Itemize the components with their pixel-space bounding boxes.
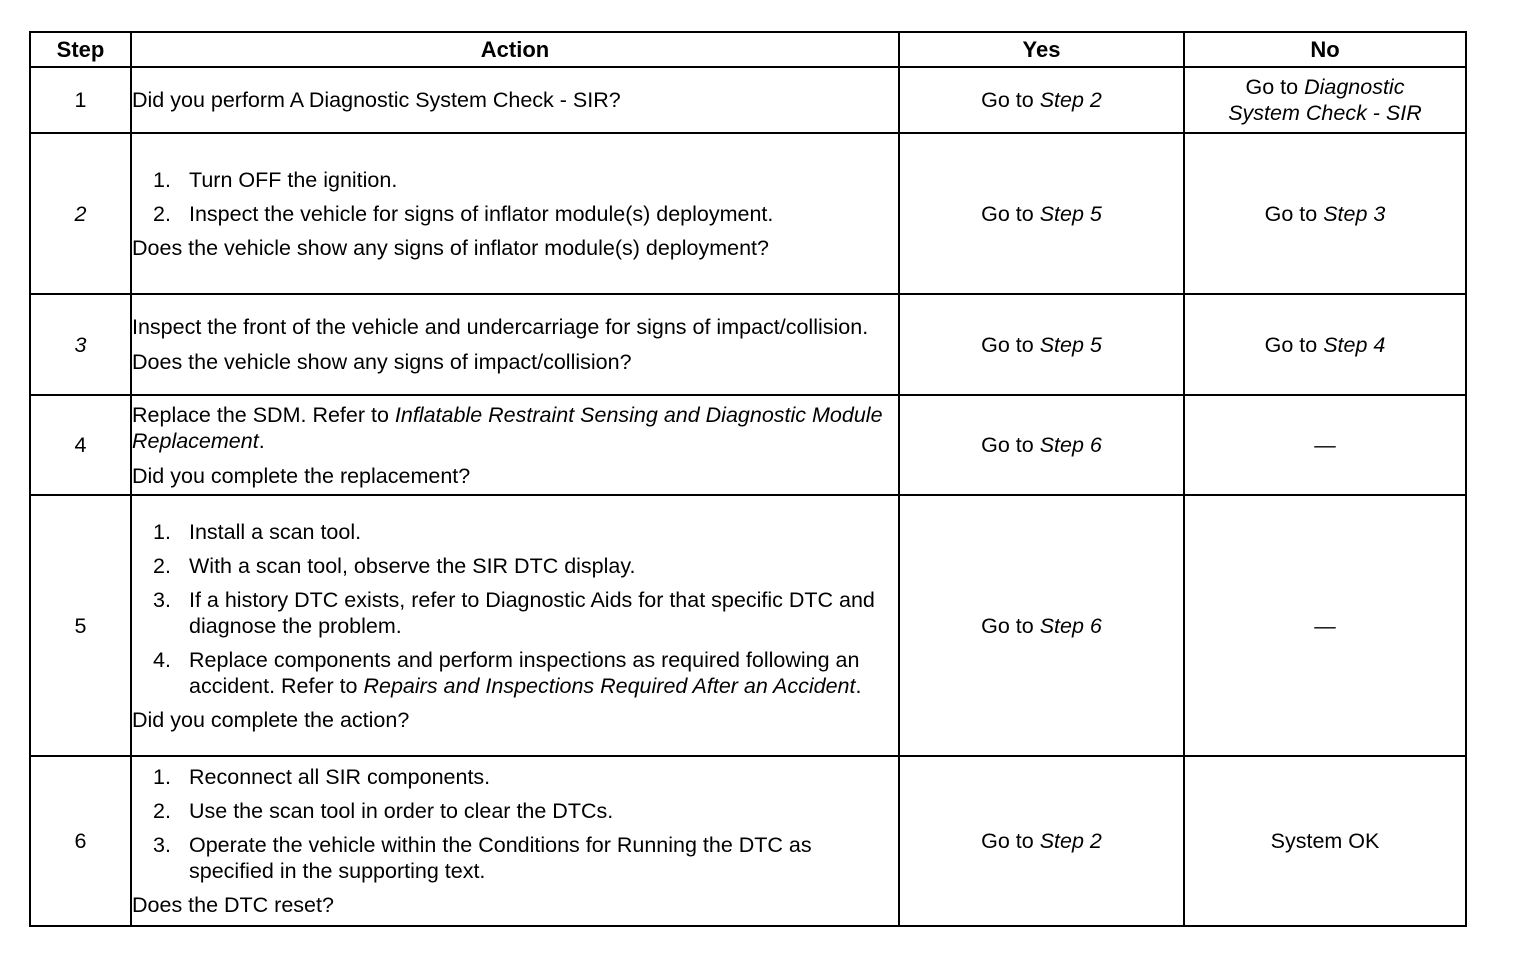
list-number: 2.	[153, 799, 171, 823]
table-row	[30, 395, 1466, 495]
table-row	[30, 67, 1466, 133]
no-step-ref[interactable]: Step 4	[1323, 332, 1386, 357]
action-cell	[131, 294, 899, 395]
procedure-list	[132, 764, 898, 884]
procedure-reference[interactable]: Repairs and Inspections Required After an Accident	[363, 673, 856, 698]
no-cell	[1184, 495, 1466, 756]
yes-prefix: Go to	[981, 829, 1040, 853]
action-cell	[131, 67, 899, 133]
step-number: 6	[30, 756, 131, 926]
action-question: Did you complete the replacement?	[132, 463, 471, 488]
yes-prefix: Go to	[981, 433, 1040, 457]
list-number: 4.	[153, 647, 171, 672]
list-item	[132, 798, 898, 824]
action-question: Does the vehicle show any signs of inflator module(s) deployment?	[132, 235, 769, 260]
yes-prefix: Go to	[981, 201, 1040, 226]
no-prefix: Go to	[1264, 332, 1324, 357]
action-cell	[131, 395, 899, 495]
yes-step-ref[interactable]: Step 2	[1039, 88, 1102, 112]
header-action: Action	[131, 32, 899, 67]
procedure-list	[132, 519, 898, 699]
list-number: 1.	[153, 519, 171, 544]
table-row	[30, 756, 1466, 926]
header-step: Step	[30, 32, 131, 67]
yes-step-ref[interactable]: Step 5	[1039, 201, 1102, 226]
yes-step-ref[interactable]: Step 6	[1039, 613, 1102, 638]
header-row	[30, 32, 1466, 67]
yes-step-ref[interactable]: Step 6	[1039, 433, 1102, 457]
list-item	[132, 553, 898, 579]
table-row	[30, 294, 1466, 395]
action-question: Does the DTC reset?	[132, 893, 334, 917]
instruction-text: Replace the SDM. Refer to	[132, 402, 395, 427]
no-cell	[1184, 67, 1466, 133]
no-cell	[1184, 395, 1466, 495]
yes-step-ref[interactable]: Step 2	[1039, 829, 1102, 853]
no-cell	[1184, 294, 1466, 395]
list-text: Replace components and perform inspections as required following an accident. Refer to	[189, 647, 860, 698]
list-item	[132, 167, 898, 193]
no-step-ref[interactable]: Diagnostic System Check - SIR	[1228, 75, 1422, 125]
list-text: Use the scan tool in order to clear the DTCs.	[189, 799, 614, 823]
list-number: 2.	[153, 201, 171, 226]
yes-prefix: Go to	[981, 88, 1040, 112]
yes-step-ref[interactable]: Step 5	[1039, 332, 1102, 357]
yes-cell	[899, 294, 1184, 395]
list-item	[132, 832, 898, 884]
instruction-end: .	[258, 428, 265, 453]
no-cell	[1184, 133, 1466, 294]
action-question: Did you complete the action?	[132, 707, 410, 732]
action-instruction	[132, 402, 898, 454]
no-prefix: Go to	[1245, 75, 1305, 99]
step-number: 4	[30, 395, 131, 495]
no-dash: —	[1314, 433, 1336, 457]
step-number: 1	[30, 67, 131, 133]
list-number: 3.	[153, 833, 171, 857]
list-text: Reconnect all SIR components.	[189, 765, 491, 789]
procedure-list	[132, 167, 898, 227]
no-prefix: Go to	[1264, 201, 1324, 226]
yes-prefix: Go to	[981, 332, 1040, 357]
list-text: Inspect the vehicle for signs of inflator module(s) deployment.	[189, 201, 774, 226]
list-item	[132, 201, 898, 227]
step-number: 3	[30, 294, 131, 395]
list-item	[132, 764, 898, 790]
step-number: 2	[30, 133, 131, 294]
header-no: No	[1184, 32, 1466, 67]
list-text: Operate the vehicle within the Conditions for Running the DTC as specified in the supporting text.	[189, 833, 812, 883]
table-row	[30, 495, 1466, 756]
table-row	[30, 133, 1466, 294]
list-number: 1.	[153, 765, 171, 789]
list-number: 2.	[153, 553, 171, 578]
list-item	[132, 519, 898, 545]
list-text-end: .	[855, 673, 862, 698]
action-cell	[131, 756, 899, 926]
no-dash: —	[1314, 613, 1336, 638]
yes-cell	[899, 495, 1184, 756]
list-text: Turn OFF the ignition.	[189, 167, 398, 192]
yes-cell	[899, 395, 1184, 495]
list-number: 3.	[153, 587, 171, 612]
action-question: Does the vehicle show any signs of impact/collision?	[132, 350, 632, 374]
list-text: If a history DTC exists, refer to Diagnostic Aids for that specific DTC and diagnose the problem.	[189, 587, 875, 638]
list-item	[132, 587, 898, 639]
list-number: 1.	[153, 167, 171, 192]
yes-prefix: Go to	[981, 613, 1040, 638]
action-cell	[131, 495, 899, 756]
header-yes: Yes	[899, 32, 1184, 67]
yes-cell	[899, 67, 1184, 133]
action-question: Did you perform A Diagnostic System Check - SIR?	[132, 88, 621, 112]
list-text: Install a scan tool.	[189, 519, 362, 544]
yes-cell	[899, 133, 1184, 294]
no-cell	[1184, 756, 1466, 926]
list-text: With a scan tool, observe the SIR DTC display.	[189, 553, 636, 578]
diagnostic-table	[29, 31, 1467, 927]
no-result: System OK	[1270, 829, 1380, 853]
action-instruction: Inspect the front of the vehicle and undercarriage for signs of impact/collision.	[132, 315, 869, 339]
procedure-reference[interactable]: Inflatable Restraint Sensing and Diagnostic Module Replacement	[132, 402, 883, 453]
list-item	[132, 647, 898, 699]
yes-cell	[899, 756, 1184, 926]
action-cell	[131, 133, 899, 294]
no-step-ref[interactable]: Step 3	[1323, 201, 1386, 226]
step-number: 5	[30, 495, 131, 756]
